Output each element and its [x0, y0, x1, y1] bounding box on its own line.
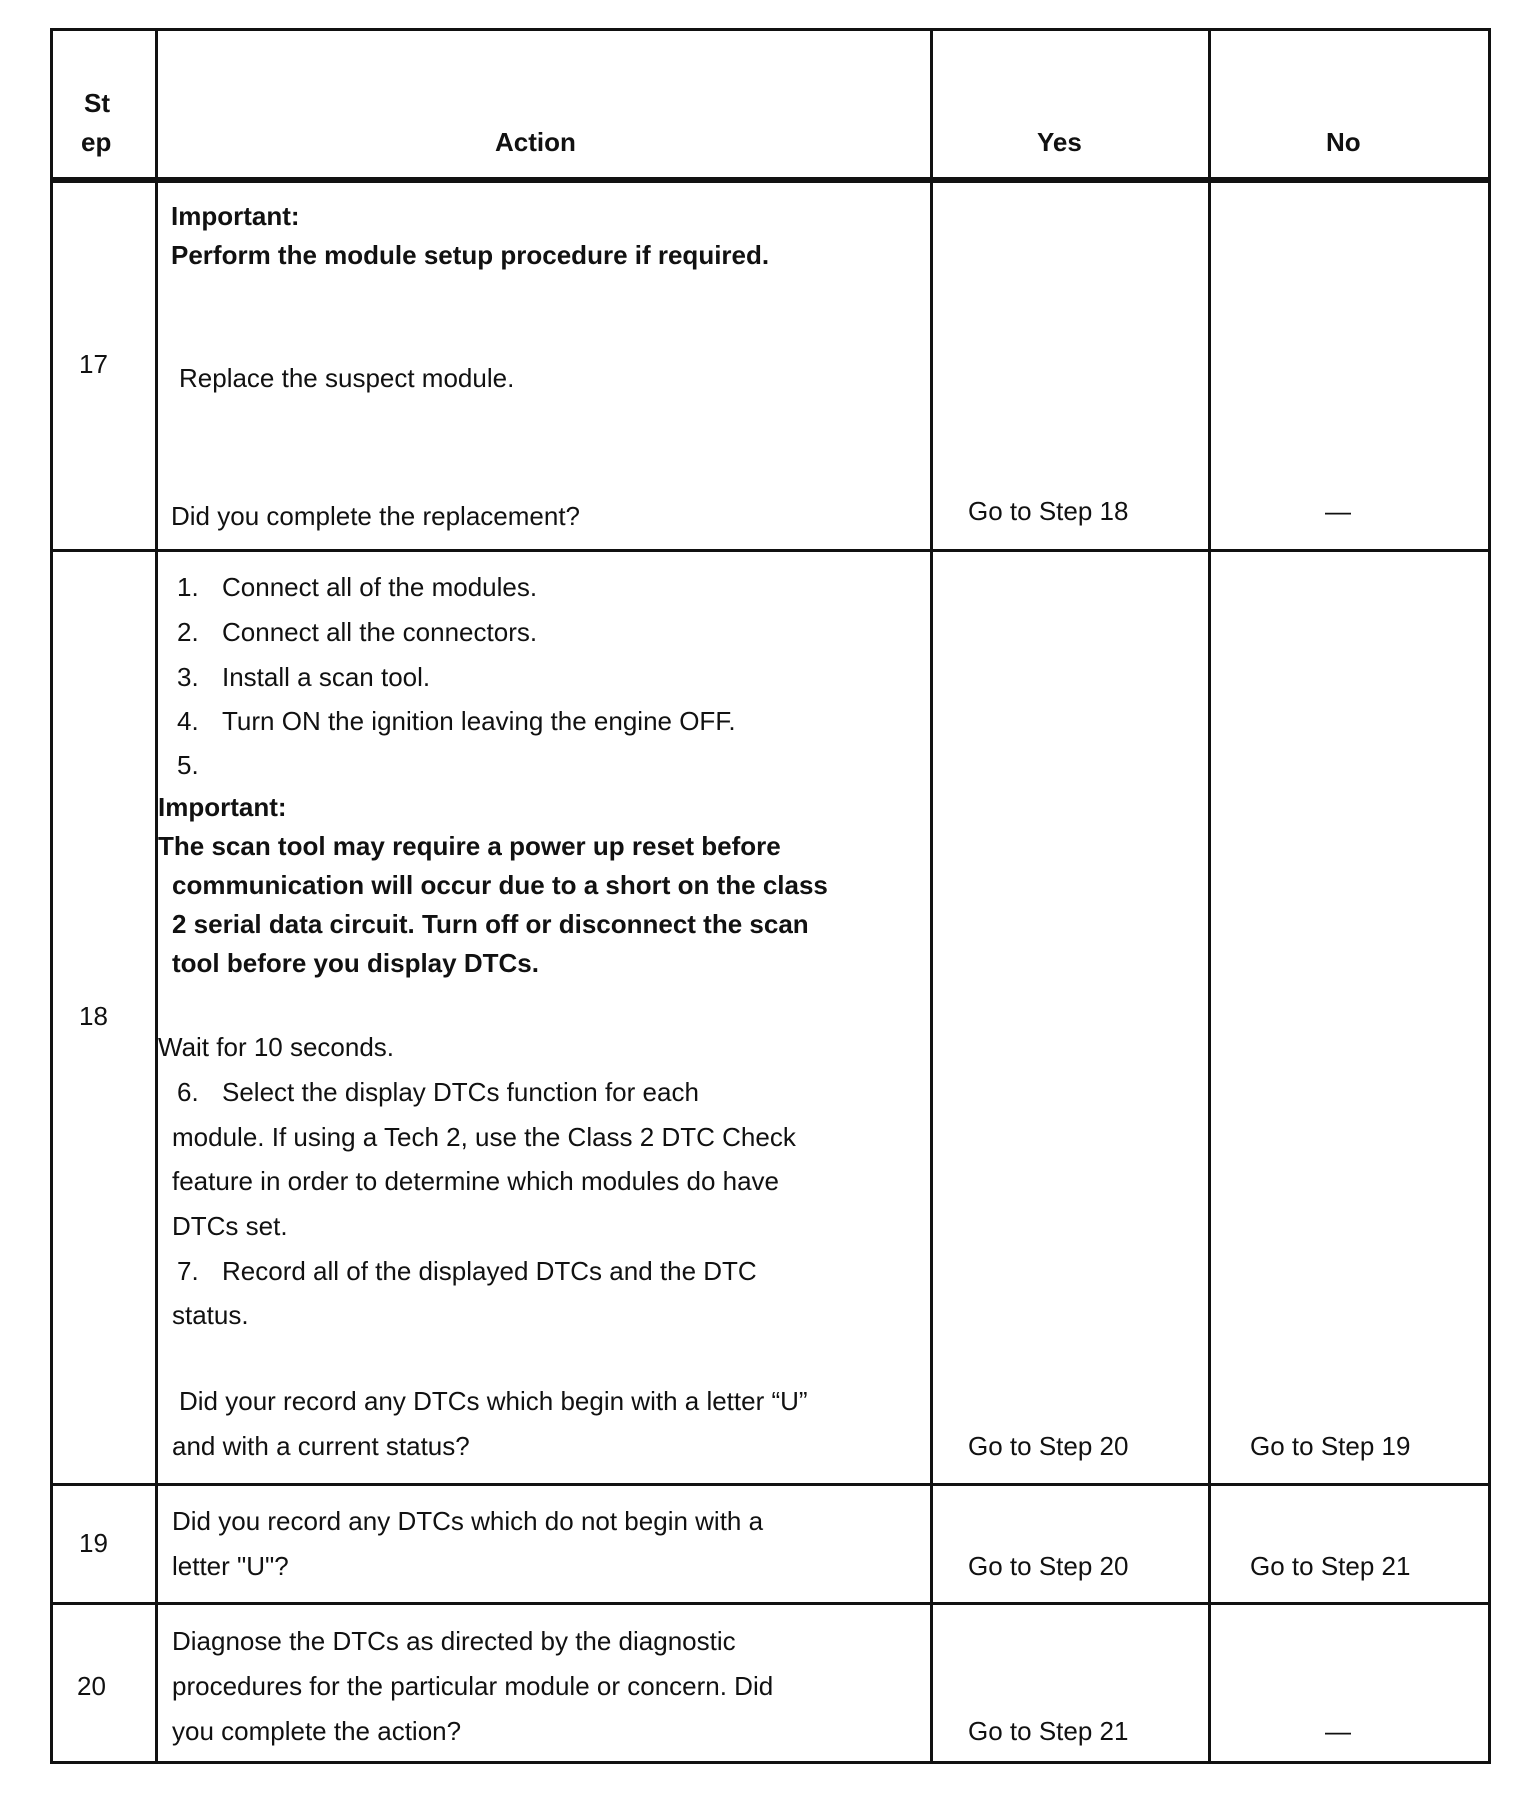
- important-text: The scan tool may require a power up reset before: [158, 831, 781, 861]
- question-text: Did you record any DTCs which do not begin with a: [172, 1506, 764, 1536]
- question-text: and with a current status?: [172, 1431, 470, 1461]
- column-divider: [930, 31, 933, 1761]
- list-item: 7. Record all of the displayed DTCs and the DTC: [177, 1256, 757, 1286]
- question-text: letter "U"?: [172, 1551, 289, 1581]
- row-divider: [53, 549, 1488, 552]
- header-no: No: [1326, 127, 1361, 157]
- important-text: communication will occur due to a short on the class: [172, 870, 828, 900]
- list-item: 4. Turn ON the ignition leaving the engine OFF.: [177, 706, 736, 736]
- important-text: 2 serial data circuit. Turn off or disconnect the scan: [172, 909, 809, 939]
- list-item-text: status.: [172, 1300, 249, 1330]
- list-item: 6. Select the display DTCs function for each: [177, 1077, 699, 1107]
- yes-result: Go to Step 18: [968, 496, 1129, 526]
- question-text: you complete the action?: [172, 1716, 462, 1746]
- header-divider: [53, 177, 1488, 183]
- list-item-text: module. If using a Tech 2, use the Class 2 DTC Check: [172, 1122, 796, 1152]
- header-yes: Yes: [1037, 127, 1082, 157]
- list-item: 5.: [177, 750, 199, 780]
- no-result: —: [1325, 1716, 1351, 1746]
- header-step-line2: ep: [81, 127, 112, 157]
- diagnostic-table: [50, 28, 1491, 1764]
- important-label: Important:: [171, 201, 300, 231]
- header-action: Action: [495, 127, 576, 157]
- step-number: 17: [79, 349, 108, 379]
- step-number: 18: [79, 1001, 108, 1031]
- question-text: Did you complete the replacement?: [171, 501, 581, 531]
- wait-text: Wait for 10 seconds.: [158, 1032, 395, 1062]
- column-divider: [1208, 31, 1211, 1761]
- list-item-text: feature in order to determine which modules do have: [172, 1166, 780, 1196]
- question-text: Diagnose the DTCs as directed by the diagnostic: [172, 1626, 736, 1656]
- no-result: Go to Step 19: [1250, 1431, 1411, 1461]
- important-label: Important:: [158, 792, 287, 822]
- row-divider: [53, 1483, 1488, 1486]
- important-text: tool before you display DTCs.: [172, 948, 539, 978]
- yes-result: Go to Step 20: [968, 1431, 1129, 1461]
- list-item: 1. Connect all of the modules.: [177, 572, 538, 602]
- list-item: 3. Install a scan tool.: [177, 662, 431, 692]
- no-result: Go to Step 21: [1250, 1551, 1411, 1581]
- question-text: Did your record any DTCs which begin with a letter “U”: [179, 1386, 808, 1416]
- no-result: —: [1325, 496, 1351, 526]
- yes-result: Go to Step 20: [968, 1551, 1129, 1581]
- yes-result: Go to Step 21: [968, 1716, 1129, 1746]
- important-text: Perform the module setup procedure if required.: [171, 240, 770, 270]
- header-step-line1: St: [84, 88, 110, 118]
- list-item: 2. Connect all the connectors.: [177, 617, 538, 647]
- row-divider: [53, 1602, 1488, 1605]
- list-item-text: DTCs set.: [172, 1211, 288, 1241]
- column-divider: [155, 31, 158, 1761]
- step-number: 20: [77, 1671, 106, 1701]
- instruction-text: Replace the suspect module.: [179, 363, 515, 393]
- question-text: procedures for the particular module or concern. Did: [172, 1671, 774, 1701]
- step-number: 19: [79, 1528, 108, 1558]
